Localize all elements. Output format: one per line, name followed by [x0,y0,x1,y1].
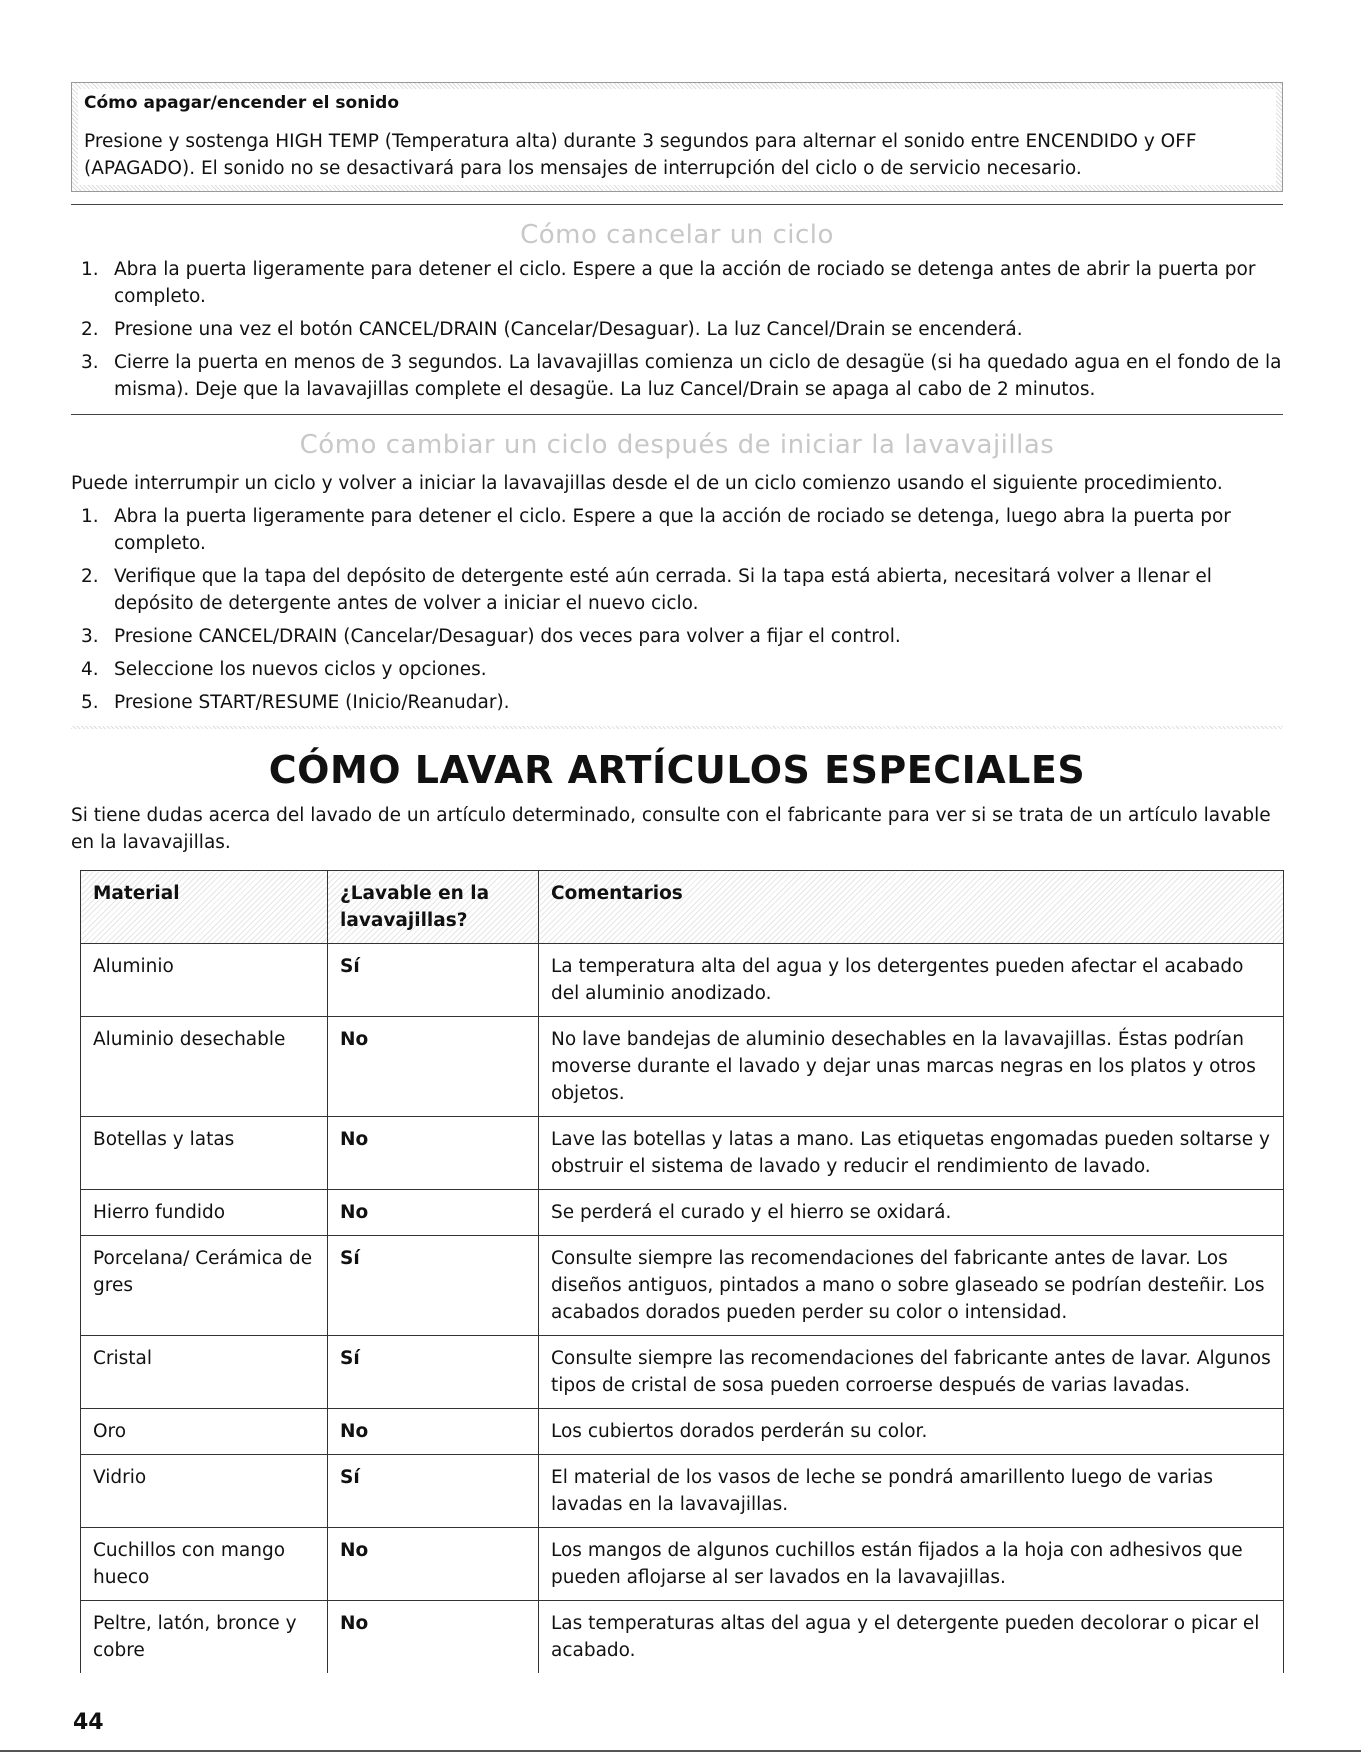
list-item: 1. Abra la puerta ligeramente para detener el ciclo. Espere a que la acción de rociado se detenga, luego abra la puerta por completo. [81,506,1231,554]
page-number: 44 [73,1710,104,1735]
list-item: 2. Presione una vez el botón CANCEL/DRAIN (Cancelar/Desaguar). La luz Cancel/Drain se encenderá. [81,319,1023,340]
special-items-intro: Si tiene dudas acerca del lavado de un artículo determinado, consulte con el fabricante para ver si se trata de un artículo lavable en la lavavajillas. [71,805,1271,853]
table-row [81,1455,1284,1528]
table-row [81,1409,1284,1455]
list-item: 4. Seleccione los nuevos ciclos y opciones. [81,659,487,680]
sound-box-body: Presione y sostenga HIGH TEMP (Temperatura alta) durante 3 segundos para alternar el sonido entre ENCENDIDO y OFF (APAGADO). El sonido no se desactivará para los mensajes de interrupción del ciclo o de servicio necesario. [84,131,1197,179]
cell-washable: Sí [328,944,539,1017]
divider [71,414,1283,415]
change-steps-list [71,503,1283,716]
table-header-row [81,871,1284,944]
cell-washable: No [328,1190,539,1236]
table-row [81,944,1284,1017]
list-item: 2. Verifique que la tapa del depósito de detergente esté aún cerrada. Si la tapa está abierta, necesitará volver a llenar el depósito de detergente antes de volver a iniciar el nuevo ciclo. [81,566,1212,614]
sound-box-title: Cómo apagar/encender el sonido [84,93,400,113]
cell-comment: Lave las botellas y latas a mano. Las etiquetas engomadas pueden soltarse y obstruir el sistema de lavado y reducir el rendimiento de lavado. [539,1117,1284,1190]
cell-comment: Los cubiertos dorados perderán su color. [539,1409,1284,1455]
list-item: 5. Presione START/RESUME (Inicio/Reanudar). [81,692,510,713]
cell-washable: No [328,1528,539,1601]
header-washable: ¿Lavable en la lavavajillas? [328,871,539,944]
cell-comment: El material de los vasos de leche se pondrá amarillento luego de varias lavadas en la lavavajillas. [539,1455,1284,1528]
cell-material: Botellas y latas [81,1117,328,1190]
table-row [81,1528,1284,1601]
cell-material: Oro [81,1409,328,1455]
cell-washable: Sí [328,1236,539,1336]
cell-washable: Sí [328,1336,539,1409]
table-row [81,1601,1284,1674]
cell-comment: Las temperaturas altas del agua y el detergente pueden decolorar o picar el acabado. [539,1601,1284,1674]
divider [71,204,1283,205]
cell-comment: No lave bandejas de aluminio desechables en la lavavajillas. Éstas podrían moverse durante el lavado y dejar unas marcas negras en los platos y otros objetos. [539,1017,1284,1117]
cell-washable: No [328,1409,539,1455]
list-item: 3. Presione CANCEL/DRAIN (Cancelar/Desaguar) dos veces para volver a fijar el control. [81,626,901,647]
cell-material: Peltre, latón, bronce y cobre [81,1601,328,1674]
table-row [81,1190,1284,1236]
table-row [81,1017,1284,1117]
change-section-title: Cómo cambiar un ciclo después de iniciar la lavavajillas [299,430,1055,460]
header-comments: Comentarios [539,871,1284,944]
page-bottom-edge [0,1750,1361,1752]
table-row [81,1236,1284,1336]
table-row [81,1336,1284,1409]
cell-comment: Consulte siempre las recomendaciones del fabricante antes de lavar. Los diseños antiguos, pintados a mano o sobre glaseado se podrían desteñir. Los acabados dorados pueden perder su color o intensidad. [539,1236,1284,1336]
cell-material: Hierro fundido [81,1190,328,1236]
header-material: Material [81,871,328,944]
cell-material: Cuchillos con mango hueco [81,1528,328,1601]
table-row [81,1117,1284,1190]
sound-info-box [71,82,1283,192]
cell-comment: La temperatura alta del agua y los detergentes pueden afectar el acabado del aluminio anodizado. [539,944,1284,1017]
cell-comment: Consulte siempre las recomendaciones del fabricante antes de lavar. Algunos tipos de cristal de sosa pueden corroerse después de varias lavadas. [539,1336,1284,1409]
divider [71,726,1283,729]
cell-material: Aluminio [81,944,328,1017]
special-items-title: CÓMO LAVAR ARTÍCULOS ESPECIALES [268,748,1086,792]
cell-material: Aluminio desechable [81,1017,328,1117]
cell-washable: No [328,1017,539,1117]
cell-washable: No [328,1117,539,1190]
materials-table [80,870,1284,1673]
cell-washable: Sí [328,1455,539,1528]
cancel-steps-list [71,256,1283,403]
cell-material: Cristal [81,1336,328,1409]
list-item: 3. Cierre la puerta en menos de 3 segundos. La lavavajillas comienza un ciclo de desagüe (si ha quedado agua en el fondo de la misma). Deje que la lavavajillas complete el desagüe. La luz Cancel/Drain se apaga al cabo de 2 minutos. [81,352,1282,400]
change-section-intro: Puede interrumpir un ciclo y volver a iniciar la lavavajillas desde el de un ciclo comienzo usando el siguiente procedimiento. [71,473,1223,494]
cell-comment: Se perderá el curado y el hierro se oxidará. [539,1190,1284,1236]
list-item: 1. Abra la puerta ligeramente para detener el ciclo. Espere a que la acción de rociado se detenga antes de abrir la puerta por completo. [81,259,1256,307]
cell-washable: No [328,1601,539,1674]
cancel-section-title: Cómo cancelar un ciclo [520,220,834,250]
cell-material: Vidrio [81,1455,328,1528]
cell-material: Porcelana/ Cerámica de gres [81,1236,328,1336]
cell-comment: Los mangos de algunos cuchillos están fijados a la hoja con adhesivos que pueden aflojarse al ser lavados en la lavavajillas. [539,1528,1284,1601]
